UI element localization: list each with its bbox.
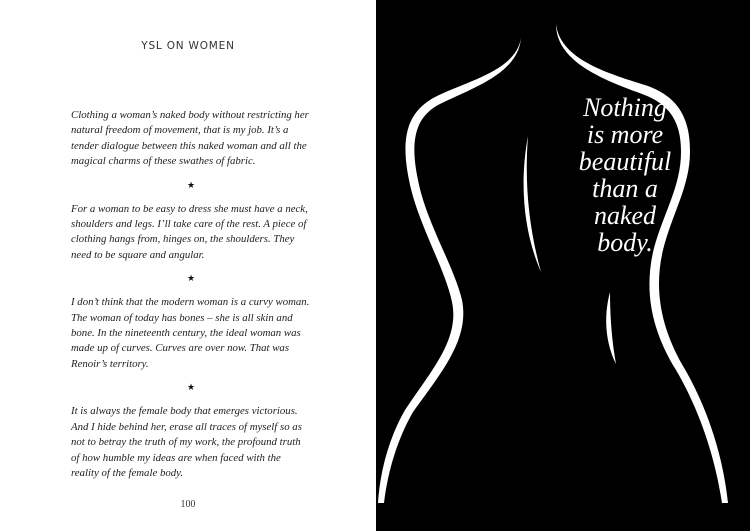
female-back-silhouette-icon bbox=[376, 0, 750, 531]
running-head: YSL ON WOMEN bbox=[141, 40, 235, 52]
quote-3: I don’t think that the modern woman is a curvy woman. The woman of today has bones – she is all skin and bone. In the nineteenth century, the ideal woman was made up of curves. Curves are over now. That was Renoir’s territory. bbox=[71, 296, 310, 370]
quote-2: For a woman to be easy to dress she must have a neck, shoulders and legs. I’ll take care of the rest. A piece of clothing hangs from, hinges on, the shoulders. They need to be square and angular. bbox=[71, 202, 308, 261]
pull-quote bbox=[566, 94, 684, 256]
pull-quote-line-2: is more bbox=[586, 120, 664, 149]
star-separator-1: ★ bbox=[186, 180, 196, 191]
star-separator-3: ★ bbox=[186, 383, 196, 394]
quotes-column bbox=[71, 108, 311, 481]
star-separator-2: ★ bbox=[186, 274, 196, 285]
pull-quote-line-4: than a bbox=[592, 174, 658, 203]
pull-quote-line-1: Nothing bbox=[583, 93, 667, 122]
left-body-contour bbox=[378, 38, 521, 503]
right-waist-accent bbox=[606, 292, 616, 364]
pull-quote-line-6: body. bbox=[597, 228, 653, 257]
left-waist-accent bbox=[524, 136, 541, 272]
page-number: 100 bbox=[180, 499, 196, 510]
quote-4: It is always the female body that emerges victorious. And I hide behind her, erase all traces of myself so as not to betray the truth of my work, the profound truth of how humble my ideas are when faced with the reality of the female body. bbox=[71, 405, 302, 479]
quote-1: Clothing a woman’s naked body without restricting her natural freedom of movement, that is my job. It’s a tender dialogue between this naked woman and all the magical charms of these swathes of fabric. bbox=[71, 109, 309, 168]
pull-quote-line-3: beautiful bbox=[578, 147, 672, 176]
right-page bbox=[376, 0, 750, 531]
pull-quote-line-5: naked bbox=[593, 201, 657, 230]
